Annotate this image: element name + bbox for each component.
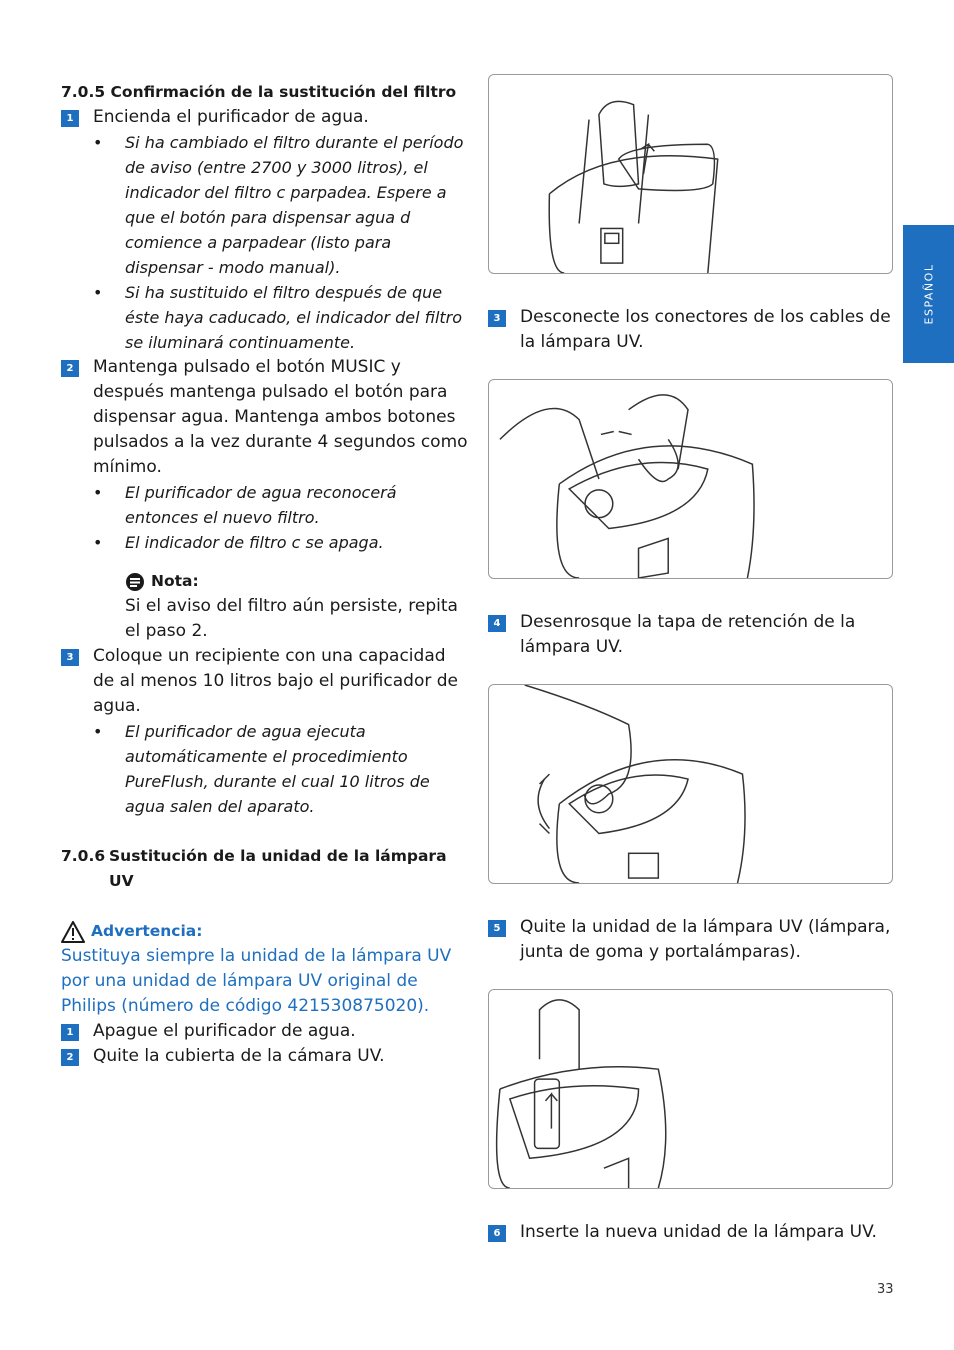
bullet-item: • Si ha cambiado el filtro durante el período de aviso (entre 2700 y 3000 litros), el indicador del filtro c parpadea. Espere a que el botón para dispensar agua d comience a parpadear (listo para dispensar - modo manual). <box>93 130 471 280</box>
section-number: 7.0.5 <box>61 83 106 101</box>
step-badge: 2 <box>61 360 79 377</box>
bullet-item: • Si ha sustituido el filtro después de que éste haya caducado, el indicador del filtro se iluminará continuamente. <box>93 280 471 355</box>
step-badge: 4 <box>488 615 506 632</box>
page-number: 33 <box>877 1282 894 1297</box>
figure-unscrew-cap <box>488 684 893 884</box>
language-side-tab <box>903 225 954 363</box>
step-badge: 1 <box>61 1024 79 1041</box>
warning-icon <box>61 921 85 943</box>
step-text: Quite la cubierta de la cámara UV. <box>93 1046 385 1066</box>
step-badge: 3 <box>61 649 79 666</box>
step-2-bullets <box>61 480 471 555</box>
section-title: Sustitución de la unidad de la lámpara UV <box>109 847 447 890</box>
step-1 <box>61 105 471 130</box>
note-icon <box>125 572 145 592</box>
uv-step-4 <box>488 610 893 660</box>
illustration-disconnect-cables <box>489 380 892 578</box>
warning-header <box>61 919 471 944</box>
uv-step-6 <box>488 1220 893 1245</box>
illustration-unscrew-cap <box>489 685 892 883</box>
section-heading-7-0-6 <box>61 844 471 894</box>
section-number: 7.0.6 <box>61 847 106 865</box>
warning-text: Sustituya siempre la unidad de la lámpara UV por una unidad de lámpara UV original de Philips (número de código 421530875020). <box>61 946 452 1016</box>
step-badge: 6 <box>488 1225 506 1242</box>
step-text: Mantenga pulsado el botón MUSIC y después mantenga pulsado el botón para dispensar agua. Mantenga ambos botones pulsados a la vez durante 4 segundos como mínimo. <box>93 357 468 477</box>
uv-step-5 <box>488 915 893 965</box>
illustration-remove-lamp <box>489 990 892 1188</box>
note-title: Nota: <box>151 572 199 590</box>
bullet-item: • El purificador de agua ejecuta automáticamente el procedimiento PureFlush, durante el cual 10 litros de agua salen del aparato. <box>93 719 471 819</box>
uv-step-3 <box>488 305 893 355</box>
bullet-item: • El purificador de agua reconocerá entonces el nuevo filtro. <box>93 480 471 530</box>
bullet-item: • El indicador de filtro c se apaga. <box>93 530 471 555</box>
step-badge: 1 <box>61 110 79 127</box>
section-heading-7-0-5 <box>61 80 471 105</box>
step-text: Desenrosque la tapa de retención de la lámpara UV. <box>520 612 856 657</box>
illustration-remove-cover <box>489 75 892 273</box>
step-3-bullets <box>61 719 471 819</box>
section-title: Confirmación de la sustitución del filtro <box>110 83 457 101</box>
step-badge: 2 <box>61 1049 79 1066</box>
step-text: Desconecte los conectores de los cables de la lámpara UV. <box>520 307 891 352</box>
left-column <box>61 80 471 1069</box>
warning-title: Advertencia: <box>91 922 203 940</box>
figure-remove-cover <box>488 74 893 274</box>
step-3 <box>61 644 471 719</box>
step-text: Apague el purificador de agua. <box>93 1021 356 1041</box>
note-text: Si el aviso del filtro aún persiste, repita el paso 2. <box>125 596 458 641</box>
figure-disconnect-cables <box>488 379 893 579</box>
language-label: ESPAÑOL <box>922 263 935 325</box>
figure-remove-lamp <box>488 989 893 1189</box>
step-badge: 5 <box>488 920 506 937</box>
warning-box <box>61 919 471 1019</box>
step-text: Inserte la nueva unidad de la lámpara UV. <box>520 1222 877 1242</box>
step-badge: 3 <box>488 310 506 327</box>
note-box <box>61 569 471 644</box>
step-text: Quite la unidad de la lámpara UV (lámpara, junta de goma y portalámparas). <box>520 917 891 962</box>
uv-step-1 <box>61 1019 471 1044</box>
right-column <box>488 74 893 1245</box>
step-text: Coloque un recipiente con una capacidad de al menos 10 litros bajo el purificador de agua. <box>93 646 458 716</box>
step-text: Encienda el purificador de agua. <box>93 107 369 127</box>
note-header <box>125 569 471 594</box>
step-2 <box>61 355 471 480</box>
step-1-bullets <box>61 130 471 355</box>
uv-step-2 <box>61 1044 471 1069</box>
